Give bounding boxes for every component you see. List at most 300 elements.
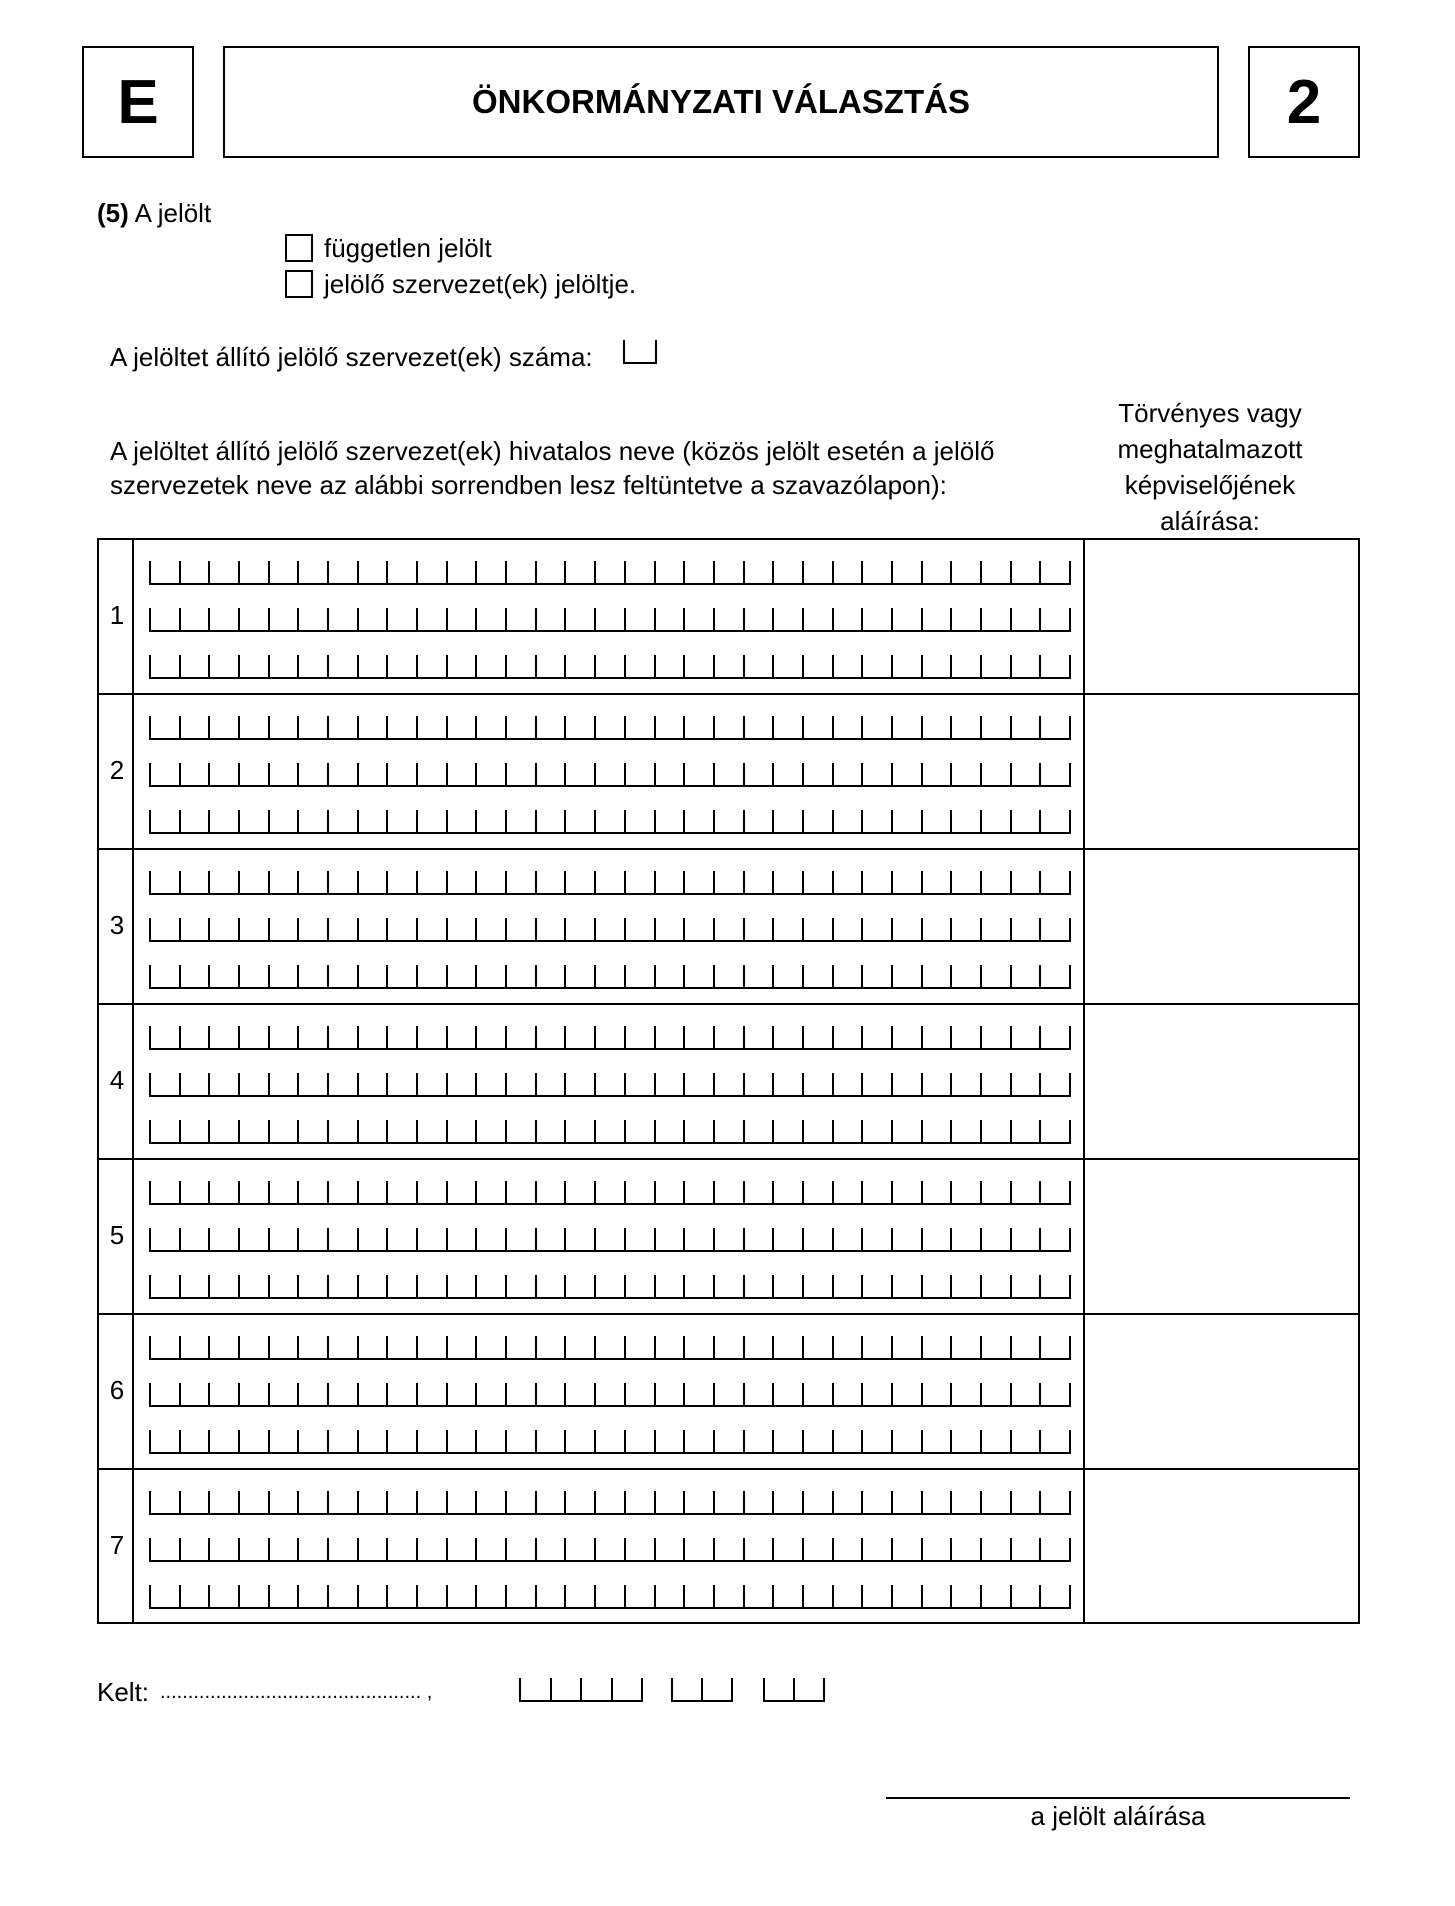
comb-tick [238, 810, 240, 832]
comb-tick [980, 1275, 982, 1297]
comb-tick [683, 1275, 685, 1297]
comb-tick [179, 1491, 181, 1513]
comb-tick [179, 1585, 181, 1607]
comb-tick [1039, 965, 1041, 987]
comb-tick [594, 1120, 596, 1142]
comb-tick [683, 810, 685, 832]
comb-tick [208, 716, 210, 738]
comb-tick [772, 1430, 774, 1452]
comb-tick [297, 1383, 299, 1405]
form-title: ÖNKORMÁNYZATI VÁLASZTÁS [471, 83, 971, 120]
comb-tick [238, 1120, 240, 1142]
comb-tick [297, 871, 299, 893]
org-names-instruction-2: szervezetek neve az alábbi sorrendben lesz feltüntetve a szavazólapon): [110, 470, 947, 500]
comb-tick [475, 608, 477, 630]
comb-tick [268, 965, 270, 987]
comb-tick [891, 1491, 893, 1513]
representative-signature-cell[interactable] [1087, 1317, 1357, 1464]
comb-tick [921, 871, 923, 893]
comb-tick [327, 810, 329, 832]
comb-tick [1039, 1275, 1041, 1297]
independent-candidate-label: független jelölt [324, 233, 492, 263]
comb-tick [297, 1538, 299, 1560]
comb-tick [446, 810, 448, 832]
comb-tick [772, 763, 774, 785]
comb-tick [921, 965, 923, 987]
comb-tick [238, 763, 240, 785]
comb-tick [861, 1228, 863, 1250]
comb-tick [891, 1430, 893, 1452]
comb-tick [683, 1026, 685, 1048]
comb-tick [980, 716, 982, 738]
comb-tick [327, 608, 329, 630]
comb-tick [208, 1430, 210, 1452]
org-name-char-field[interactable] [149, 718, 1071, 740]
org-name-char-field[interactable] [149, 873, 1071, 895]
comb-tick [268, 763, 270, 785]
month-field[interactable] [671, 1680, 733, 1702]
comb-tick [861, 1275, 863, 1297]
place-dotted-line[interactable]: ............................................... , [160, 1681, 433, 1703]
comb-tick [594, 1336, 596, 1358]
comb-tick [1069, 1275, 1071, 1297]
comb-tick [297, 1120, 299, 1142]
comb-tick [446, 965, 448, 987]
comb-tick [832, 608, 834, 630]
org-candidate-label: jelölő szervezet(ek) jelöltje. [324, 269, 637, 299]
org-name-char-field[interactable] [149, 1075, 1071, 1097]
org-candidate-checkbox[interactable] [285, 270, 313, 298]
comb-tick [505, 1430, 507, 1452]
comb-tick [1039, 1336, 1041, 1358]
comb-tick [149, 1585, 151, 1607]
comb-tick [357, 810, 359, 832]
comb-tick [1069, 1336, 1071, 1358]
comb-tick [564, 1073, 566, 1095]
comb-tick [743, 871, 745, 893]
org-name-char-field[interactable] [149, 1493, 1071, 1515]
candidate-signature-line[interactable] [886, 1797, 1350, 1799]
org-name-char-field[interactable] [149, 1587, 1071, 1609]
representative-signature-cell[interactable] [1087, 1007, 1357, 1154]
comb-tick [743, 655, 745, 677]
comb-tick [743, 1275, 745, 1297]
comb-tick [743, 965, 745, 987]
comb-tick [594, 1026, 596, 1048]
comb-tick [1010, 1585, 1012, 1607]
comb-tick [832, 1383, 834, 1405]
comb-tick [564, 1538, 566, 1560]
comb-tick [802, 1181, 804, 1203]
comb-tick [268, 1073, 270, 1095]
org-count-label: A jelöltet állító jelölő szervezet(ek) száma: [110, 342, 593, 372]
comb-tick [535, 1026, 537, 1048]
comb-tick [446, 1430, 448, 1452]
comb-tick [357, 1026, 359, 1048]
comb-tick [594, 965, 596, 987]
comb-tick [654, 1383, 656, 1405]
comb-tick [683, 1538, 685, 1560]
comb-tick [564, 1585, 566, 1607]
comb-tick [519, 1678, 521, 1700]
org-count-field[interactable] [623, 342, 657, 364]
comb-tick [505, 1181, 507, 1203]
comb-tick [624, 716, 626, 738]
comb-tick [386, 1538, 388, 1560]
org-name-char-field[interactable] [149, 1338, 1071, 1360]
comb-tick [891, 1383, 893, 1405]
comb-tick [1010, 1120, 1012, 1142]
comb-tick [713, 1383, 715, 1405]
comb-tick [891, 1538, 893, 1560]
representative-signature-cell[interactable] [1087, 1162, 1357, 1309]
comb-tick [701, 1678, 703, 1700]
org-name-char-field[interactable] [149, 1540, 1071, 1562]
comb-tick [535, 1228, 537, 1250]
comb-tick [149, 561, 151, 583]
comb-tick [1069, 655, 1071, 677]
comb-tick [386, 716, 388, 738]
comb-tick [980, 918, 982, 940]
comb-tick [1039, 1026, 1041, 1048]
comb-tick [624, 1073, 626, 1095]
comb-tick [950, 1585, 952, 1607]
org-name-char-field[interactable] [149, 1028, 1071, 1050]
org-name-char-field[interactable] [149, 1385, 1071, 1407]
comb-tick [950, 1383, 952, 1405]
comb-tick [535, 1120, 537, 1142]
comb-tick [891, 655, 893, 677]
comb-tick [743, 1336, 745, 1358]
comb-tick [564, 763, 566, 785]
comb-tick [950, 871, 952, 893]
comb-tick [772, 1383, 774, 1405]
comb-tick [802, 1430, 804, 1452]
comb-tick [921, 763, 923, 785]
comb-tick [149, 1026, 151, 1048]
org-name-char-field[interactable] [149, 1432, 1071, 1454]
comb-tick [861, 561, 863, 583]
comb-tick [149, 1120, 151, 1142]
comb-tick [921, 655, 923, 677]
comb-tick [564, 810, 566, 832]
comb-tick [179, 1073, 181, 1095]
comb-tick [624, 1228, 626, 1250]
comb-tick [357, 1073, 359, 1095]
comb-tick [416, 655, 418, 677]
comb-tick [980, 1181, 982, 1203]
comb-tick [446, 716, 448, 738]
independent-candidate-checkbox[interactable] [285, 234, 313, 262]
comb-tick [713, 1336, 715, 1358]
comb-tick [683, 1491, 685, 1513]
comb-tick [713, 1491, 715, 1513]
org-name-char-field[interactable] [149, 610, 1071, 632]
comb-tick [743, 1181, 745, 1203]
comb-tick [594, 1228, 596, 1250]
representative-signature-cell[interactable] [1087, 697, 1357, 844]
comb-tick [238, 1228, 240, 1250]
comb-tick [980, 1585, 982, 1607]
comb-tick [654, 1275, 656, 1297]
comb-tick [624, 1026, 626, 1048]
page-number-box [1248, 46, 1360, 158]
representative-signature-cell[interactable] [1087, 542, 1357, 689]
comb-tick [683, 1120, 685, 1142]
comb-tick [624, 608, 626, 630]
comb-tick [832, 1228, 834, 1250]
org-name-char-field[interactable] [149, 967, 1071, 989]
comb-tick [416, 1430, 418, 1452]
comb-tick [950, 918, 952, 940]
org-name-char-field[interactable] [149, 657, 1071, 679]
comb-tick [683, 871, 685, 893]
comb-tick [297, 763, 299, 785]
org-name-char-field[interactable] [149, 1183, 1071, 1205]
comb-tick [238, 1073, 240, 1095]
comb-tick [980, 1336, 982, 1358]
org-name-char-field[interactable] [149, 1230, 1071, 1252]
comb-tick [179, 1383, 181, 1405]
comb-tick [446, 1336, 448, 1358]
org-name-char-field[interactable] [149, 1122, 1071, 1144]
comb-tick [416, 1538, 418, 1560]
comb-tick [179, 1120, 181, 1142]
comb-tick [891, 1073, 893, 1095]
comb-tick [950, 965, 952, 987]
comb-tick [772, 1026, 774, 1048]
comb-tick [535, 1538, 537, 1560]
comb-tick [683, 918, 685, 940]
comb-tick [683, 763, 685, 785]
comb-tick [624, 1120, 626, 1142]
comb-tick [1010, 1228, 1012, 1250]
comb-tick [535, 1491, 537, 1513]
comb-tick [238, 561, 240, 583]
comb-tick [357, 1120, 359, 1142]
comb-tick [1010, 1383, 1012, 1405]
comb-tick [1069, 1491, 1071, 1513]
comb-tick [921, 1538, 923, 1560]
comb-tick [535, 561, 537, 583]
comb-tick [297, 810, 299, 832]
comb-tick [1039, 1383, 1041, 1405]
comb-tick [505, 1120, 507, 1142]
org-names-instruction-1: A jelöltet állító jelölő szervezet(ek) hivatalos neve (közös jelölt esetén a jelölő [110, 436, 995, 466]
comb-tick [654, 716, 656, 738]
comb-tick [416, 561, 418, 583]
comb-tick [802, 810, 804, 832]
comb-tick [208, 608, 210, 630]
comb-tick [416, 1120, 418, 1142]
comb-tick [594, 1181, 596, 1203]
comb-tick [921, 716, 923, 738]
comb-tick [921, 918, 923, 940]
comb-tick [950, 561, 952, 583]
comb-tick [743, 763, 745, 785]
comb-tick [772, 1120, 774, 1142]
comb-tick [1069, 1073, 1071, 1095]
comb-tick [624, 810, 626, 832]
comb-tick [861, 1585, 863, 1607]
comb-tick [357, 1491, 359, 1513]
row-number: 7 [109, 1530, 125, 1560]
comb-tick [832, 1336, 834, 1358]
comb-tick [1010, 810, 1012, 832]
comb-tick [832, 1026, 834, 1048]
comb-tick [624, 1383, 626, 1405]
comb-tick [713, 1538, 715, 1560]
comb-tick [179, 1430, 181, 1452]
comb-tick [238, 871, 240, 893]
comb-tick [297, 1026, 299, 1048]
org-name-char-field[interactable] [149, 812, 1071, 834]
comb-tick [713, 918, 715, 940]
comb-tick [446, 1228, 448, 1250]
comb-tick [832, 561, 834, 583]
comb-tick [654, 1585, 656, 1607]
row-number: 4 [109, 1065, 125, 1095]
comb-tick [802, 608, 804, 630]
row-divider [97, 1313, 1360, 1315]
comb-tick [1010, 871, 1012, 893]
year-field[interactable] [519, 1680, 643, 1702]
comb-tick [446, 608, 448, 630]
comb-tick [950, 1491, 952, 1513]
comb-tick [238, 1383, 240, 1405]
comb-tick [772, 561, 774, 583]
comb-tick [654, 1491, 656, 1513]
comb-tick [149, 1275, 151, 1297]
row-number: 3 [109, 910, 125, 940]
comb-tick [357, 655, 359, 677]
comb-tick [743, 1383, 745, 1405]
comb-tick [980, 1383, 982, 1405]
comb-tick [208, 1026, 210, 1048]
comb-tick [683, 1430, 685, 1452]
row-number: 6 [109, 1375, 125, 1405]
comb-tick [802, 1336, 804, 1358]
comb-tick [327, 1228, 329, 1250]
comb-tick [475, 763, 477, 785]
comb-tick [505, 716, 507, 738]
comb-tick [535, 655, 537, 677]
representative-signature-cell[interactable] [1087, 852, 1357, 999]
comb-tick [238, 716, 240, 738]
comb-tick [268, 1228, 270, 1250]
comb-tick [446, 1181, 448, 1203]
comb-tick [772, 1073, 774, 1095]
column-divider-signature [1083, 538, 1085, 1624]
comb-tick [743, 1430, 745, 1452]
comb-tick [772, 965, 774, 987]
comb-tick [505, 763, 507, 785]
comb-tick [149, 1181, 151, 1203]
comb-tick [1010, 763, 1012, 785]
comb-tick [149, 1383, 151, 1405]
comb-tick [594, 561, 596, 583]
comb-tick [624, 655, 626, 677]
day-field[interactable] [763, 1680, 825, 1702]
comb-tick [1069, 810, 1071, 832]
comb-tick [891, 763, 893, 785]
comb-tick [763, 1678, 765, 1700]
org-name-char-field[interactable] [149, 563, 1071, 585]
comb-tick [386, 763, 388, 785]
comb-tick [891, 716, 893, 738]
comb-tick [713, 1430, 715, 1452]
comb-tick [179, 965, 181, 987]
comb-tick [238, 1491, 240, 1513]
comb-tick [416, 1491, 418, 1513]
comb-tick [238, 1275, 240, 1297]
comb-tick [823, 1678, 825, 1700]
row-number: 2 [109, 755, 125, 785]
comb-tick [921, 561, 923, 583]
comb-tick [832, 716, 834, 738]
comb-tick [386, 871, 388, 893]
org-name-char-field[interactable] [149, 920, 1071, 942]
comb-tick [327, 655, 329, 677]
comb-tick [594, 810, 596, 832]
comb-tick [832, 655, 834, 677]
comb-tick [505, 1585, 507, 1607]
comb-tick [1039, 810, 1041, 832]
comb-tick [1010, 1538, 1012, 1560]
comb-tick [446, 918, 448, 940]
comb-tick [980, 1491, 982, 1513]
comb-tick [743, 716, 745, 738]
comb-tick [268, 1383, 270, 1405]
comb-tick [297, 918, 299, 940]
comb-tick [802, 965, 804, 987]
comb-tick [980, 871, 982, 893]
representative-signature-cell[interactable] [1087, 1472, 1357, 1619]
comb-tick [327, 1120, 329, 1142]
comb-tick [683, 1181, 685, 1203]
comb-tick [1010, 1181, 1012, 1203]
comb-tick [611, 1678, 613, 1700]
org-name-char-field[interactable] [149, 1277, 1071, 1299]
comb-tick [891, 1228, 893, 1250]
comb-tick [832, 871, 834, 893]
comb-tick [238, 1585, 240, 1607]
comb-tick [891, 561, 893, 583]
comb-tick [580, 1678, 582, 1700]
comb-tick [535, 1275, 537, 1297]
comb-tick [564, 871, 566, 893]
comb-tick [179, 871, 181, 893]
comb-tick [535, 1383, 537, 1405]
comb-tick [683, 1383, 685, 1405]
comb-tick [297, 561, 299, 583]
comb-tick [357, 918, 359, 940]
comb-tick [238, 965, 240, 987]
comb-tick [683, 1073, 685, 1095]
comb-tick [713, 561, 715, 583]
comb-tick [564, 1430, 566, 1452]
comb-tick [713, 1120, 715, 1142]
comb-tick [1010, 1073, 1012, 1095]
comb-tick [861, 1181, 863, 1203]
comb-tick [624, 1275, 626, 1297]
date-label: Kelt: [97, 1677, 150, 1707]
comb-tick [238, 655, 240, 677]
comb-tick [327, 871, 329, 893]
comb-tick [208, 1275, 210, 1297]
comb-tick [268, 561, 270, 583]
org-name-char-field[interactable] [149, 765, 1071, 787]
